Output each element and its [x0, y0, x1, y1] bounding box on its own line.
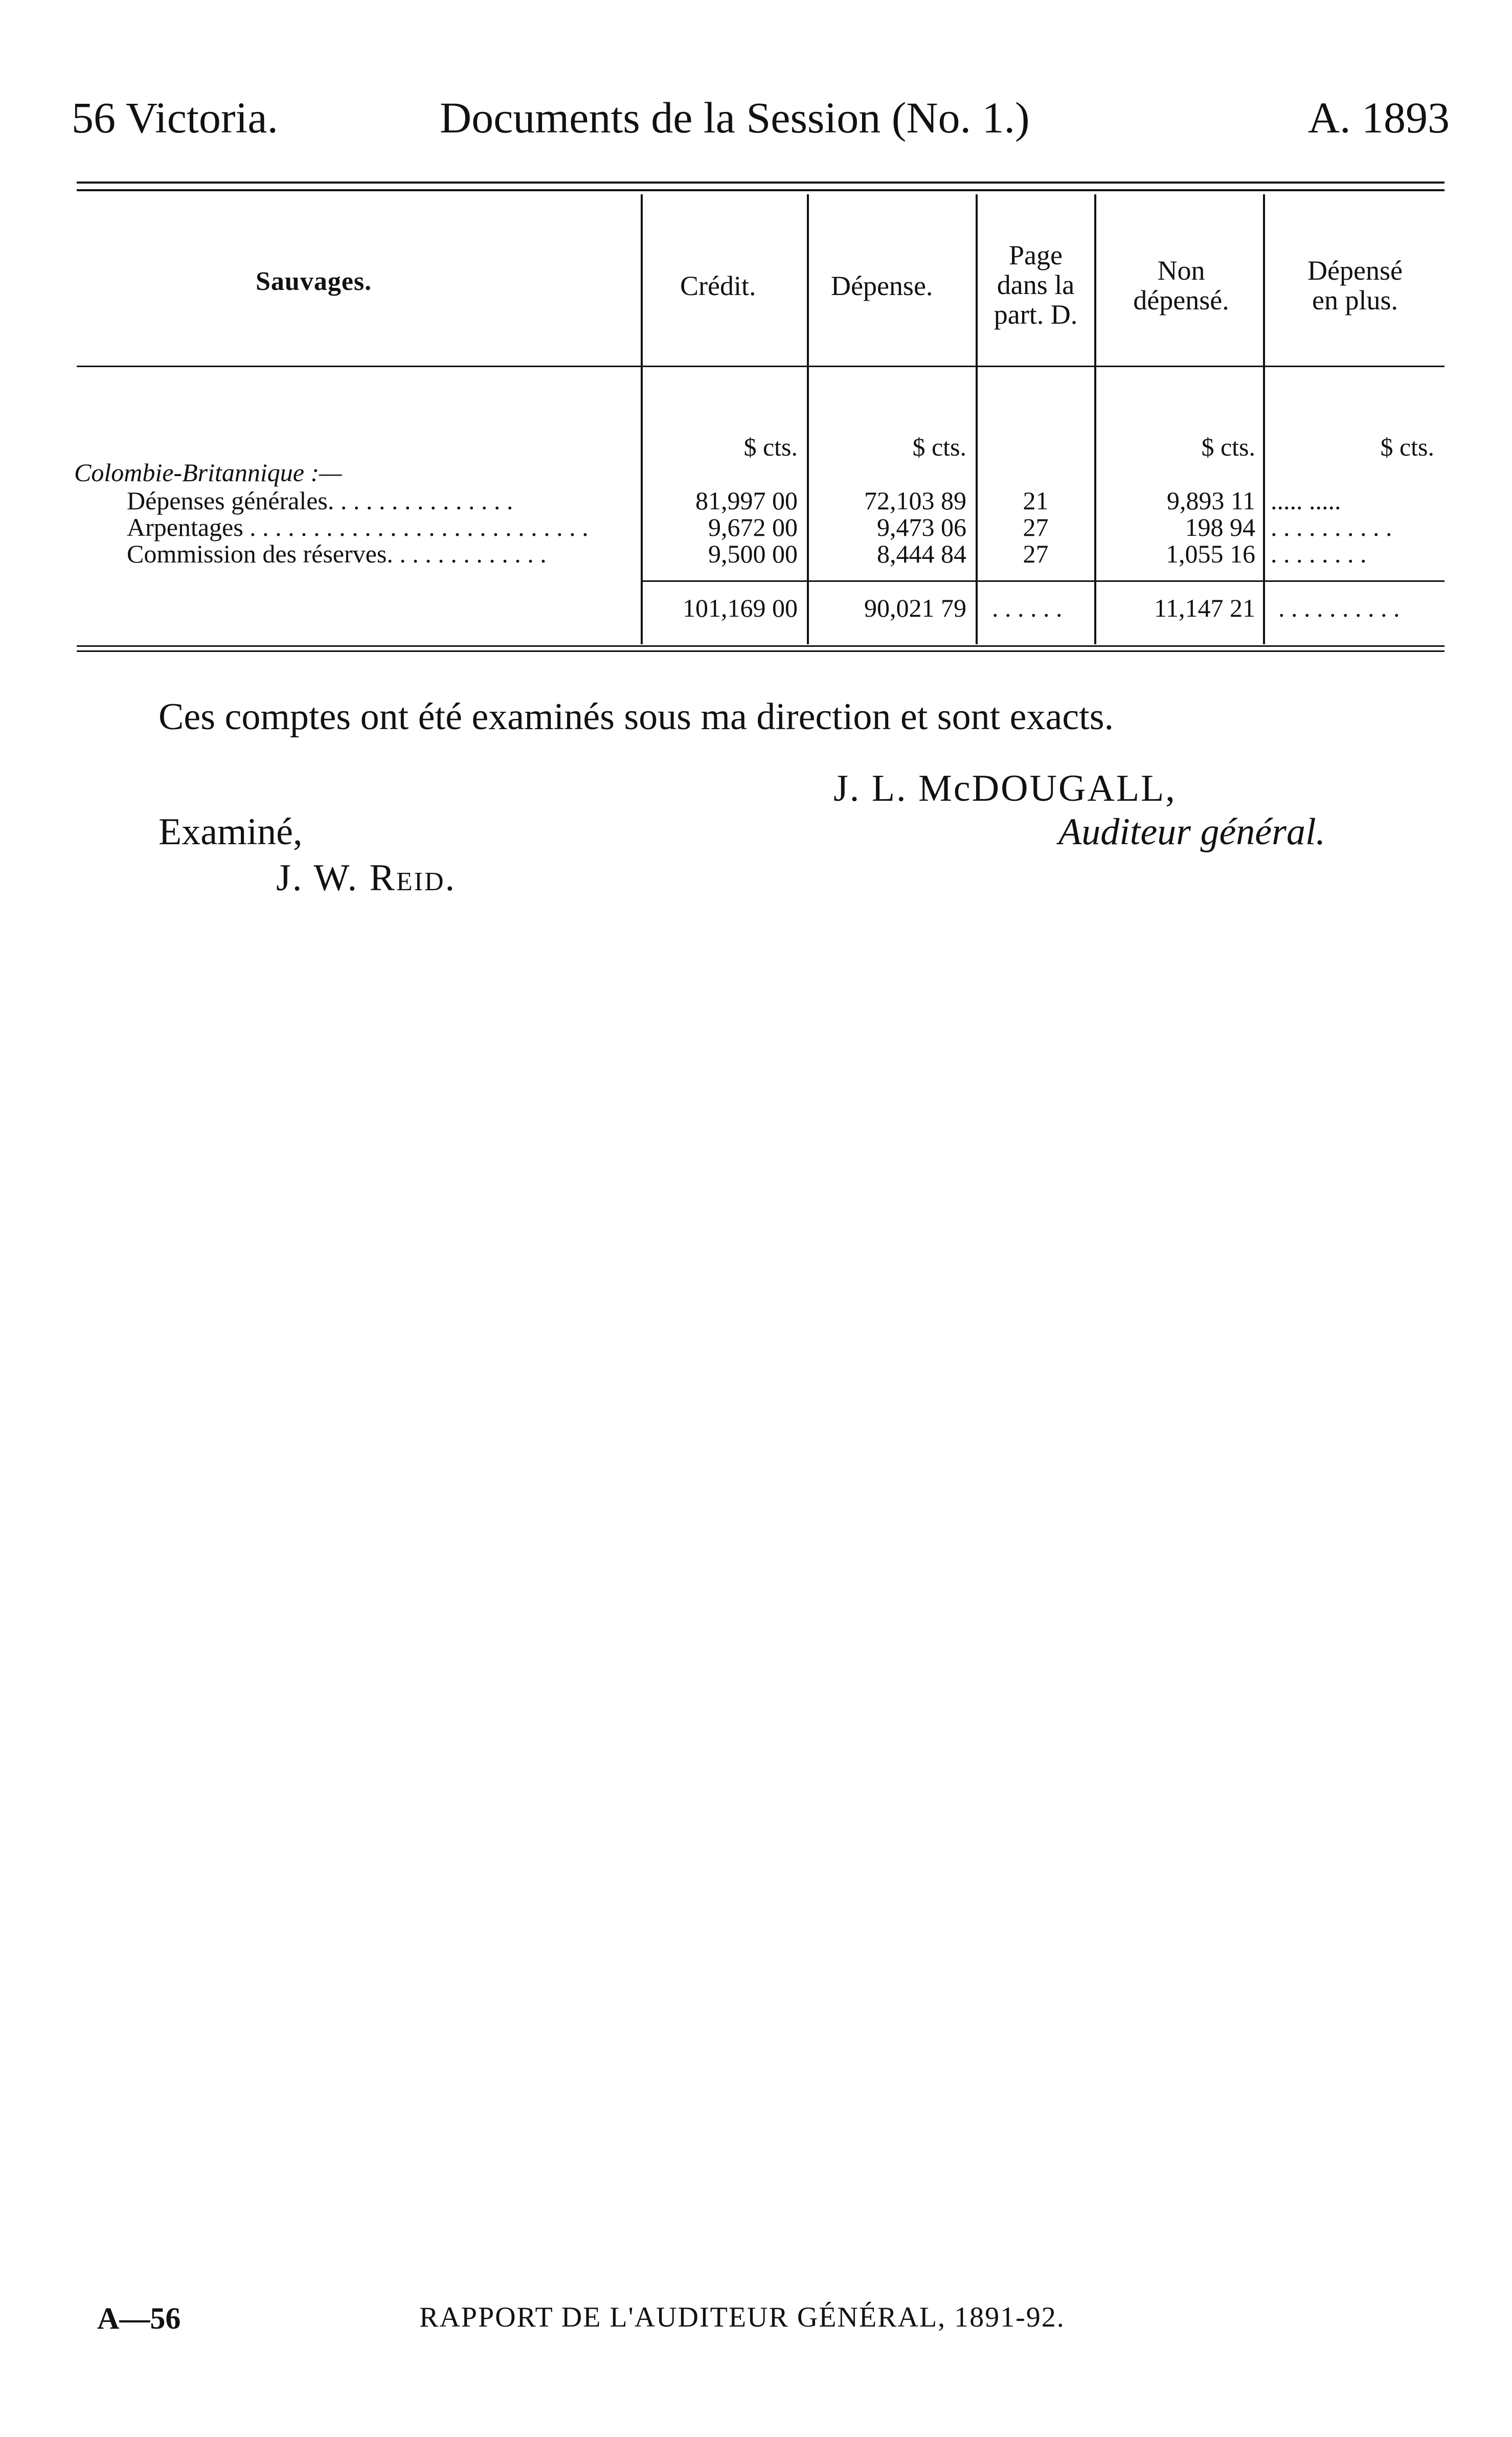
examined-label: Examiné, [159, 811, 303, 853]
cell-depense-plus: ..... ..... [1271, 486, 1341, 515]
cell-depense-plus: . . . . . . . . [1271, 539, 1367, 568]
currency-label-credit: $ cts. [743, 433, 798, 461]
bottom-rule-2 [77, 650, 1445, 652]
currency-label-depense: $ cts. [912, 433, 966, 461]
col-header-non-line: dépensé. [1133, 285, 1229, 315]
total-depense-plus: . . . . . . . . . . [1278, 594, 1400, 622]
total-credit: 101,169 00 [683, 594, 798, 622]
cell-depense: 9,473 06 [877, 513, 966, 541]
total-page: . . . . . . [992, 594, 1063, 622]
header-rule [77, 366, 1445, 367]
col-header-depense: Dépense. [831, 270, 933, 301]
group-label: Colombie-Britannique :— [74, 458, 342, 487]
totals-rule [641, 580, 1445, 582]
auditor-title: Auditeur général. [1058, 811, 1326, 853]
cell-credit: 9,672 00 [708, 513, 798, 541]
col-divider [807, 194, 809, 644]
cell-page: 27 [1023, 539, 1049, 568]
row-label: Dépenses générales. . . . . . . . . . . . . . . [127, 486, 513, 515]
currency-label-depense-plus: $ cts. [1380, 433, 1434, 461]
col-divider [1263, 194, 1265, 644]
header-volume: 56 Victoria. [72, 93, 279, 142]
col-header-page-line: dans la [997, 269, 1075, 300]
row-label: Commission des réserves. . . . . . . . . . . . . [127, 539, 547, 568]
top-rule [77, 182, 1445, 184]
top-rule-2 [77, 189, 1445, 191]
col-header-credit: Crédit. [680, 270, 756, 301]
examiner-name: J. W. Reid. [276, 857, 457, 899]
cell-depense: 72,103 89 [864, 486, 966, 515]
auditor-name: J. L. McDOUGALL, [833, 768, 1177, 809]
col-header-page-line: Page [1009, 240, 1063, 270]
cell-credit: 81,997 00 [695, 486, 798, 515]
cell-page: 27 [1023, 513, 1049, 541]
col-header-depense-plus [1268, 256, 1442, 315]
col-divider [641, 194, 643, 644]
cell-non-depense: 9,893 11 [1166, 486, 1255, 515]
cell-page: 21 [1023, 486, 1049, 515]
header-title: Documents de la Session (No. 1.) [440, 93, 1030, 142]
total-non-depense: 11,147 21 [1154, 594, 1255, 622]
section-heading: Sauvages. [256, 267, 372, 296]
col-header-non-depense [1099, 256, 1263, 315]
col-header-non-line: Non [1157, 255, 1205, 286]
col-divider [1094, 194, 1096, 644]
cell-credit: 9,500 00 [708, 539, 798, 568]
header-year: A. 1893 [1307, 93, 1450, 142]
cell-non-depense: 1,055 16 [1166, 539, 1255, 568]
footer-page-code: A—56 [97, 2301, 181, 2335]
row-label: Arpentages . . . . . . . . . . . . . . . . . . . . . . . . . . . [127, 513, 589, 541]
col-divider [976, 194, 978, 644]
bottom-rule [77, 645, 1445, 647]
footer-report-title: RAPPORT DE L'AUDITEUR GÉNÉRAL, 1891-92. [419, 2301, 1065, 2333]
currency-label-non-depense: $ cts. [1201, 433, 1255, 461]
col-header-page [981, 240, 1091, 329]
cell-depense: 8,444 84 [877, 539, 966, 568]
cell-depense-plus: . . . . . . . . . . [1271, 513, 1392, 541]
col-header-page-line: part. D. [994, 299, 1078, 330]
col-header-plus-line: Dépensé [1307, 255, 1403, 286]
total-depense: 90,021 79 [864, 594, 966, 622]
col-header-plus-line: en plus. [1312, 285, 1398, 315]
cell-non-depense: 198 94 [1185, 513, 1255, 541]
certificate-statement: Ces comptes ont été examinés sous ma direction et sont exacts. [159, 696, 1114, 738]
